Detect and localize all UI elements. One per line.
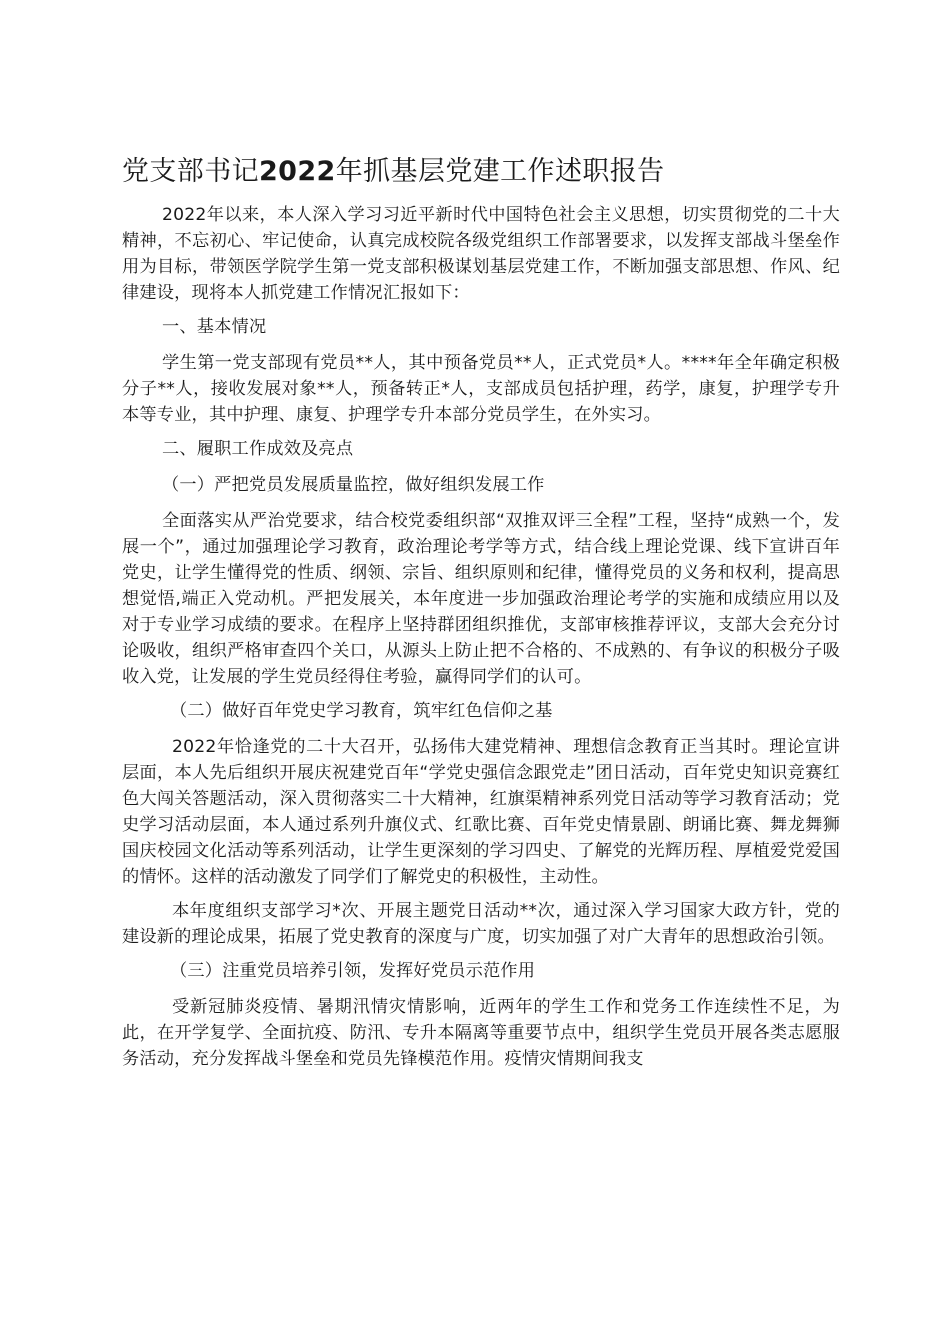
subsection-3-heading: （三）注重党员培养引领，发挥好党员示范作用 [170, 961, 536, 981]
title-prefix: 党支部书记 [122, 156, 259, 187]
intro-paragraph: 2022年以来，本人深入学习习近平新时代中国特色社会主义思想，切实贯彻党的二十大精神，不忘初心、牢记使命，认真完成校院各级党组织工作部署要求，以发挥支部战斗堡垒作用为目标，带领医学院学生第一党支部积极谋划基层党建工作，不断加强支部思想、作风、纪律建设，现将本人抓党建工作情况汇报如下： [122, 205, 840, 303]
subsection-1-heading: （一）严把党员发展质量监控，做好组织发展工作 [162, 475, 545, 495]
section-1-paragraph: 学生第一党支部现有党员**人，其中预备党员**人，正式党员*人。****年全年确定积极分子**人，接收发展对象**人，预备转正*人，支部成员包括护理，药学，康复，护理学专升本等专业，其中护理、康复、护理学专升本部分党员学生，在外实习。 [122, 353, 840, 425]
title-suffix: 年抓基层党建工作述职报告 [335, 156, 665, 187]
subsection-2-heading: （二）做好百年党史学习教育，筑牢红色信仰之基 [170, 701, 553, 721]
title-year: 2022 [259, 156, 336, 187]
subsection-2-paragraph-2: 本年度组织支部学习*次、开展主题党日活动**次，通过深入学习国家大政方针，党的建设新的理论成果，拓展了党史教育的深度与广度，切实加强了对广大青年的思想政治引领。 [122, 901, 840, 947]
section-2-heading: 二、履职工作成效及亮点 [162, 439, 354, 459]
document-title [122, 152, 840, 192]
subsection-2-paragraph-1: 2022年恰逢党的二十大召开，弘扬伟大建党精神、理想信念教育正当其时。理论宣讲层面，本人先后组织开展庆祝建党百年“学党史强信念跟党走”团日活动，百年党史知识竞赛红色大闯关答题活动，深入贯彻落实二十大精神，红旗渠精神系列党日活动等学习教育活动；党史学习活动层面，本人通过系列升旗仪式、红歌比赛、百年党史情景剧、朗诵比赛、舞龙舞狮国庆校园文化活动等系列活动，让学生更深刻的学习四史、了解党的光辉历程、厚植爱党爱国的情怀。这样的活动激发了同学们了解党史的积极性，主动性。 [122, 737, 840, 887]
subsection-3-paragraph: 受新冠肺炎疫情、暑期汛情灾情影响，近两年的学生工作和党务工作连续性不足，为此，在开学复学、全面抗疫、防汛、专升本隔离等重要节点中，组织学生党员开展各类志愿服务活动，充分发挥战斗堡垒和党员先锋模范作用。疫情灾情期间我支 [122, 997, 840, 1069]
subsection-1-paragraph: 全面落实从严治党要求，结合校党委组织部“双推双评三全程”工程，坚持“成熟一个，发展一个”，通过加强理论学习教育，政治理论考学等方式，结合线上理论党课、线下宣讲百年党史，让学生懂得党的性质、纲领、宗旨、组织原则和纪律，懂得党员的义务和权利，提高思想觉悟,端正入党动机。严把发展关，本年度进一步加强政治理论考学的实施和成绩应用以及对于专业学习成绩的要求。在程序上坚持群团组织推优，支部审核推荐评议，支部大会充分讨论吸收，组织严格审查四个关口，从源头上防止把不合格的、不成熟的、有争议的积极分子吸收入党，让发展的学生党员经得住考验，赢得同学们的认可。 [122, 511, 840, 687]
document-page [122, 152, 840, 1080]
section-1-heading: 一、基本情况 [162, 317, 267, 337]
